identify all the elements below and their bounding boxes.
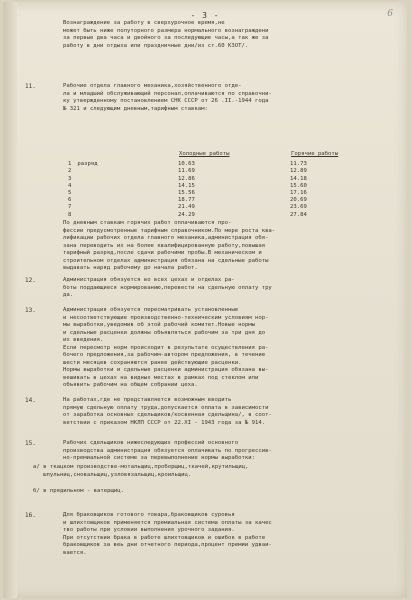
cold-rate-cell: 10.63 <box>178 161 195 168</box>
paragraph-12: Администрация обязуется во всех цехах и отделах ра- боты поддающиеся нормированию,перевести на сдельную оплату тру да. <box>63 277 272 298</box>
cold-rate-cell: 11.69 <box>178 168 195 175</box>
grade-number: 1 <box>68 161 72 168</box>
grade-cell <box>68 161 178 168</box>
grade-column-header <box>68 150 178 161</box>
hot-rate-cell: 17.16 <box>290 190 307 197</box>
cold-rate-cell: 14.15 <box>178 182 195 189</box>
hot-rate-cell: 12.89 <box>290 168 307 175</box>
binding-edge <box>3 2 17 598</box>
hot-rate-cell: 11.73 <box>290 161 307 168</box>
table-row <box>68 204 339 211</box>
grade-number: 8 <box>68 211 72 218</box>
table-row <box>68 190 339 197</box>
clause-number-15: 15. <box>25 440 36 447</box>
paragraph-15: Рабочих сдельщиков нижеследующих профессий основного производства администрация обязуется оплачивать по прогрессив- но-премиальной системе за перевыполнение нормы выработки: <box>63 440 272 461</box>
table-row <box>68 183 339 190</box>
clause-number-13: 13. <box>25 307 36 314</box>
grade-number: 4 <box>68 182 72 189</box>
grade-number: 3 <box>68 175 72 182</box>
paragraph-16: Для браковщиков готового товара,браковщиков суровья и шлихтовщиков применяется премиальная система оплаты за качес тво работы при условии выполнения урочного задания. При отсутствии брака в работе шлихтовщиков и ошибок в работе браковщиков за веь дни отчетного периода,процент премии удваи- вается. <box>63 512 272 556</box>
grade-number: 7 <box>68 204 72 211</box>
grade-word: разряд <box>77 161 98 168</box>
grade-cell <box>68 176 178 183</box>
cold-work-header: Холодные работы <box>179 151 230 157</box>
hot-rate-cell: 14.18 <box>290 175 307 182</box>
table-row <box>68 197 339 204</box>
grade-number: 2 <box>68 168 72 175</box>
clause-number-11: 11. <box>25 83 36 90</box>
grade-cell <box>68 183 178 190</box>
grade-cell <box>68 190 178 197</box>
tariff-rates-table <box>68 150 339 219</box>
paragraph-15-item-b: б/ в прядильном - ватерщиц. <box>33 488 124 494</box>
grade-cell <box>68 212 178 219</box>
grade-number: 5 <box>68 190 72 197</box>
clause-number-14: 14. <box>25 397 36 404</box>
cold-rate-cell: 21.49 <box>178 204 195 211</box>
cold-rate-cell: 24.29 <box>178 211 195 218</box>
paragraph-14: На работах,где не представляется возможным вводить прямую сдельную оплату труда,допускается оплата в зависимости от заработка основных сдельщиков/косвенная сдельщина/, в соот- ветствии с приказом НКЛП СССР от 22.XI - 1943 года за № 914. <box>63 397 272 426</box>
cold-rate-cell: 15.56 <box>178 190 195 197</box>
table-header-row <box>68 150 339 161</box>
grade-number: 6 <box>68 197 72 204</box>
grade-cell <box>68 204 178 211</box>
clause-number-12: 12. <box>25 277 36 284</box>
hot-rate-cell: 23.69 <box>290 204 307 211</box>
paragraph-15-item-a: а/ в ткацком производстве-мотальщиц,проборщиц,ткачей,крутильщиц, шпульниц,сновальщиц,узловязальщиц,кроильщиц. <box>33 464 249 478</box>
table-row <box>68 168 339 175</box>
grade-cell <box>68 197 178 204</box>
hot-work-header: Горячие работы <box>291 151 339 157</box>
table-row <box>68 176 339 183</box>
cold-rate-cell: 12.86 <box>178 175 195 182</box>
paragraph-11-continued: По дневным ставкам горячих работ оплачиваются про- фессии предусмотренные тарифным справочником.По мере роста ква- лификации рабочих отдела главного механика,администрация обя- зана переводить их на более квалифицированную работу,повышая тарифный разряд,после сдачи рабочими пробы.В механическом и строительном отделах администрация обязана на сдельные работы выдавать наряд рабочему до начала работ. <box>63 220 276 271</box>
hot-rate-cell: 27.84 <box>290 211 307 218</box>
table-row <box>68 212 339 219</box>
table-row <box>68 161 339 168</box>
paragraph-overtime: Вознаграждение за работу в сверхурочное время,не может быть ниже полуторного размера нормального вознаграждени за первые два часа и двойного за последующие часы,а так же за работу в дни отдыха или праздничные дни/из ст.60 КЗОТ/. <box>63 20 269 49</box>
paragraph-11: Рабочие отдела главного механика,хозяйственного отде- ла и младший обслуживающий персонал,оплачиваются по справочни- ку утвержденному постановлением СНК СССР от 26 .II.-1944 года № 321 и следующим дневным,тарифным ставкам: <box>63 83 272 112</box>
archive-corner-mark: 6 <box>387 9 393 19</box>
paragraph-13: Администрация обязуется пересматривать установленные и несоответствующие производственно-техническим условиям нор- мы выработки,уведомив об этой рабочий комитет.Новые нормы и сдельные расценки должны объявляться рабочим за три дня до их введения. Если пересмотр норм происходит в результате осуществления ра- бочего предложения,за рабочим-автором предложения, в течение шести месяцев сохраняются ранее действующие расценки. Нормы выработки и сдельные расценки администрация обязана вы- вешивать в цехах на видных местах в рамках под стеклом или объявить рабочим на общем собрании цеха. <box>63 307 269 388</box>
cold-rate-cell: 18.77 <box>178 197 195 204</box>
hot-rate-cell: 20.69 <box>290 197 307 204</box>
page-number: - 3 - <box>190 11 220 20</box>
grade-cell <box>68 168 178 175</box>
clause-number-16: 16. <box>25 512 36 519</box>
document-page <box>3 2 407 598</box>
hot-rate-cell: 15.60 <box>290 182 307 189</box>
